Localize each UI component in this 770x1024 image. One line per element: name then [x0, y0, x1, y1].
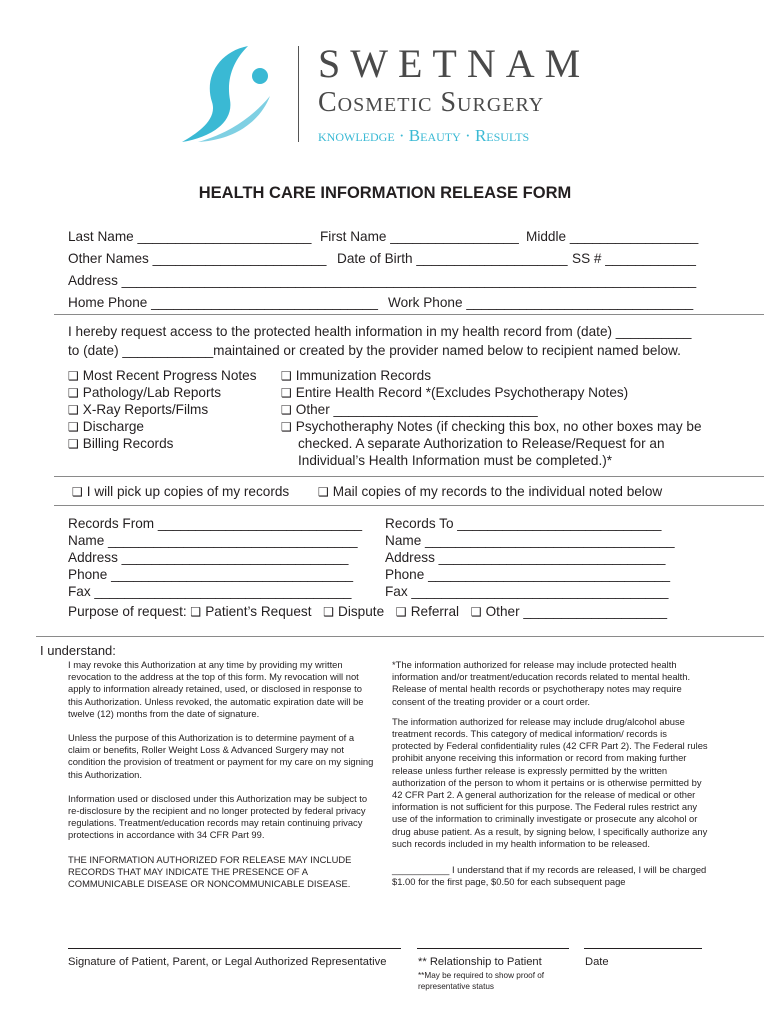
from-phone-field[interactable]: Phone ________________________________	[68, 567, 354, 582]
logo-mark-icon	[178, 38, 288, 148]
records-from-field[interactable]: Records From ___________________________	[68, 516, 363, 531]
logo-divider	[298, 46, 299, 142]
date-line[interactable]	[584, 948, 702, 949]
from-fax-field[interactable]: Fax __________________________________	[68, 584, 352, 599]
right-column	[392, 659, 708, 888]
checkbox-pathology[interactable]: ❑ Pathology/Lab Reports	[68, 385, 222, 400]
divider	[54, 476, 764, 477]
form-title: HEALTH CARE INFORMATION RELEASE FORM	[198, 184, 572, 202]
charges-paragraph[interactable]: ___________ I understand that if my records are released, I will be charged $1.00 for the first page, $0.50 for each subsequent page	[392, 864, 707, 888]
logo	[178, 38, 598, 148]
to-fax-field[interactable]: Fax __________________________________	[385, 584, 669, 599]
address-field[interactable]: Address ____________________________________________________________________________	[68, 273, 697, 288]
ss-field[interactable]: SS # ____________	[572, 251, 696, 266]
last-name-field[interactable]: Last Name _______________________	[68, 229, 312, 244]
purpose-other[interactable]: ❑ Other ___________________	[470, 604, 668, 619]
purpose-patient-request[interactable]: ❑ Patient’s Request	[190, 604, 312, 619]
logo-tagline: knowledge · Beauty · Results	[318, 126, 530, 145]
signature-line[interactable]	[68, 948, 401, 949]
checkbox-icon: ❑	[68, 386, 79, 400]
purpose-label: Purpose of request:	[68, 604, 187, 619]
checkbox-other[interactable]: ❑ Other ___________________________	[281, 402, 538, 417]
understand-heading: I understand:	[40, 643, 116, 658]
middle-name-field[interactable]: Middle _________________	[526, 229, 699, 244]
divider	[54, 314, 764, 315]
psychotherapy-note-line-3: Individual’s Health Information must be completed.)*	[298, 453, 613, 468]
relationship-line[interactable]	[417, 948, 569, 949]
drug-alcohol-paragraph: The information authorized for release may include drug/alcohol abuse treatment records. This category of medical information/ records is protected by Federal confidentiality rules (42 CFR Part 2). The Federal rules prohibit anyone receiving this information or record from making further release unless further release is expressly permitted by the written authorization of the person to whom it pertains or is otherwise permitted by 42 CFR Part 2. A general authorization for the release of medical or other information is not sufficient for this purpose. The Federal rules restrict any use of the information to criminally investigate or prosecute any alcohol or drug abuse patient. As a result, by signing below, I specifically authorize any such records included in my health information to be released.	[392, 715, 708, 849]
checkbox-discharge[interactable]: ❑ Discharge	[68, 419, 144, 434]
to-phone-field[interactable]: Phone ________________________________	[385, 567, 671, 582]
mental-health-paragraph: *The information authorized for release may include protected health information and/or treatment/education records related to mental health. Release of mental health records or psychotherapy notes may require consent of the treating provider or a court order.	[392, 659, 691, 707]
from-address-field[interactable]: Address ______________________________	[68, 550, 349, 565]
checkbox-icon: ❑	[68, 437, 79, 451]
logo-subtitle: Cosmetic Surgery	[318, 87, 545, 118]
dob-field[interactable]: Date of Birth ____________________	[337, 251, 568, 266]
checkbox-immunization[interactable]: ❑ Immunization Records	[281, 368, 431, 383]
checkbox-mail[interactable]: ❑ Mail copies of my records to the individual noted below	[318, 484, 663, 499]
other-names-field[interactable]: Other Names _______________________	[68, 251, 327, 266]
records-to-field[interactable]: Records To ___________________________	[385, 516, 662, 531]
checkbox-entire-record[interactable]: ❑ Entire Health Record *(Excludes Psychotherapy Notes)	[281, 385, 629, 400]
signature-label: Signature of Patient, Parent, or Legal Authorized Representative	[68, 956, 387, 968]
checkbox-icon: ❑	[190, 605, 202, 619]
to-address-field[interactable]: Address ______________________________	[385, 550, 666, 565]
checkbox-icon: ❑	[395, 605, 407, 619]
work-phone-field[interactable]: Work Phone ______________________________	[388, 295, 694, 310]
relationship-note: **May be required to show proof of representative status	[418, 971, 545, 991]
condition-paragraph: Unless the purpose of this Authorization is to determine payment of a claim or benefits, Roller Weight Loss & Advanced Surgery may not condition the provision of treatment or payment for my care on my signing this Authorization.	[68, 732, 374, 780]
first-name-field[interactable]: First Name _________________	[320, 229, 519, 244]
to-name-field[interactable]: Name _________________________________	[385, 533, 675, 548]
checkbox-pickup[interactable]: ❑ I will pick up copies of my records	[72, 484, 290, 499]
logo-name: SWETNAM	[318, 41, 591, 86]
divider	[54, 505, 764, 506]
date-label: Date	[585, 956, 609, 968]
purpose-referral[interactable]: ❑ Referral	[395, 604, 460, 619]
purpose-row	[68, 603, 667, 621]
relationship-label: ** Relationship to Patient	[418, 956, 542, 968]
divider	[36, 636, 764, 637]
checkbox-icon: ❑	[281, 369, 292, 383]
checkbox-xray[interactable]: ❑ X-Ray Reports/Films	[68, 402, 209, 417]
checkbox-icon: ❑	[318, 485, 329, 499]
checkbox-icon: ❑	[68, 369, 79, 383]
checkbox-icon: ❑	[470, 605, 482, 619]
disease-paragraph: THE INFORMATION AUTHORIZED FOR RELEASE MAY INCLUDE RECORDS THAT MAY INDICATE THE PRESENCE OF A COMMUNICABLE DISEASE OR NONCOMMUNICABLE DISEASE.	[68, 853, 352, 890]
purpose-dispute[interactable]: ❑ Dispute	[323, 604, 385, 619]
checkbox-icon: ❑	[281, 420, 292, 434]
request-line-1: I hereby request access to the protected health information in my health record from (date) __________	[68, 324, 692, 339]
checkbox-icon: ❑	[281, 403, 292, 417]
checkbox-icon: ❑	[68, 403, 79, 417]
checkbox-icon: ❑	[68, 420, 79, 434]
checkbox-icon: ❑	[281, 386, 292, 400]
request-line-2: to (date) ____________maintained or created by the provider named below to recipient named below.	[68, 343, 681, 358]
checkbox-progress-notes[interactable]: ❑ Most Recent Progress Notes	[68, 368, 257, 383]
checkbox-icon: ❑	[72, 485, 83, 499]
revoke-paragraph: I may revoke this Authorization at any time by providing my written revocation to the address at the top of this form. My revocation will not apply to information already retained, used, or disclosed in response to this Authorization. Unless revoked, the automatic expiration date will be twelve (12) months from the date of signature.	[68, 659, 364, 719]
left-column	[68, 659, 378, 890]
checkbox-billing[interactable]: ❑ Billing Records	[68, 436, 174, 451]
home-phone-field[interactable]: Home Phone ______________________________	[68, 295, 378, 310]
checkbox-psychotherapy[interactable]: ❑ Psychotheraphy Notes (if checking this box, no other boxes may be	[281, 419, 702, 434]
from-name-field[interactable]: Name _________________________________	[68, 533, 358, 548]
checkbox-icon: ❑	[323, 605, 335, 619]
psychotherapy-note-line-2: checked. A separate Authorization to Release/Request for an	[298, 436, 665, 451]
redisclosure-paragraph: Information used or disclosed under this Authorization may be subject to re-disclosure by the recipient and no longer protected by federal privacy regulations. Treatment/education records may retain continuing privacy protections in accordance with 34 CFR Part 99.	[68, 792, 368, 841]
